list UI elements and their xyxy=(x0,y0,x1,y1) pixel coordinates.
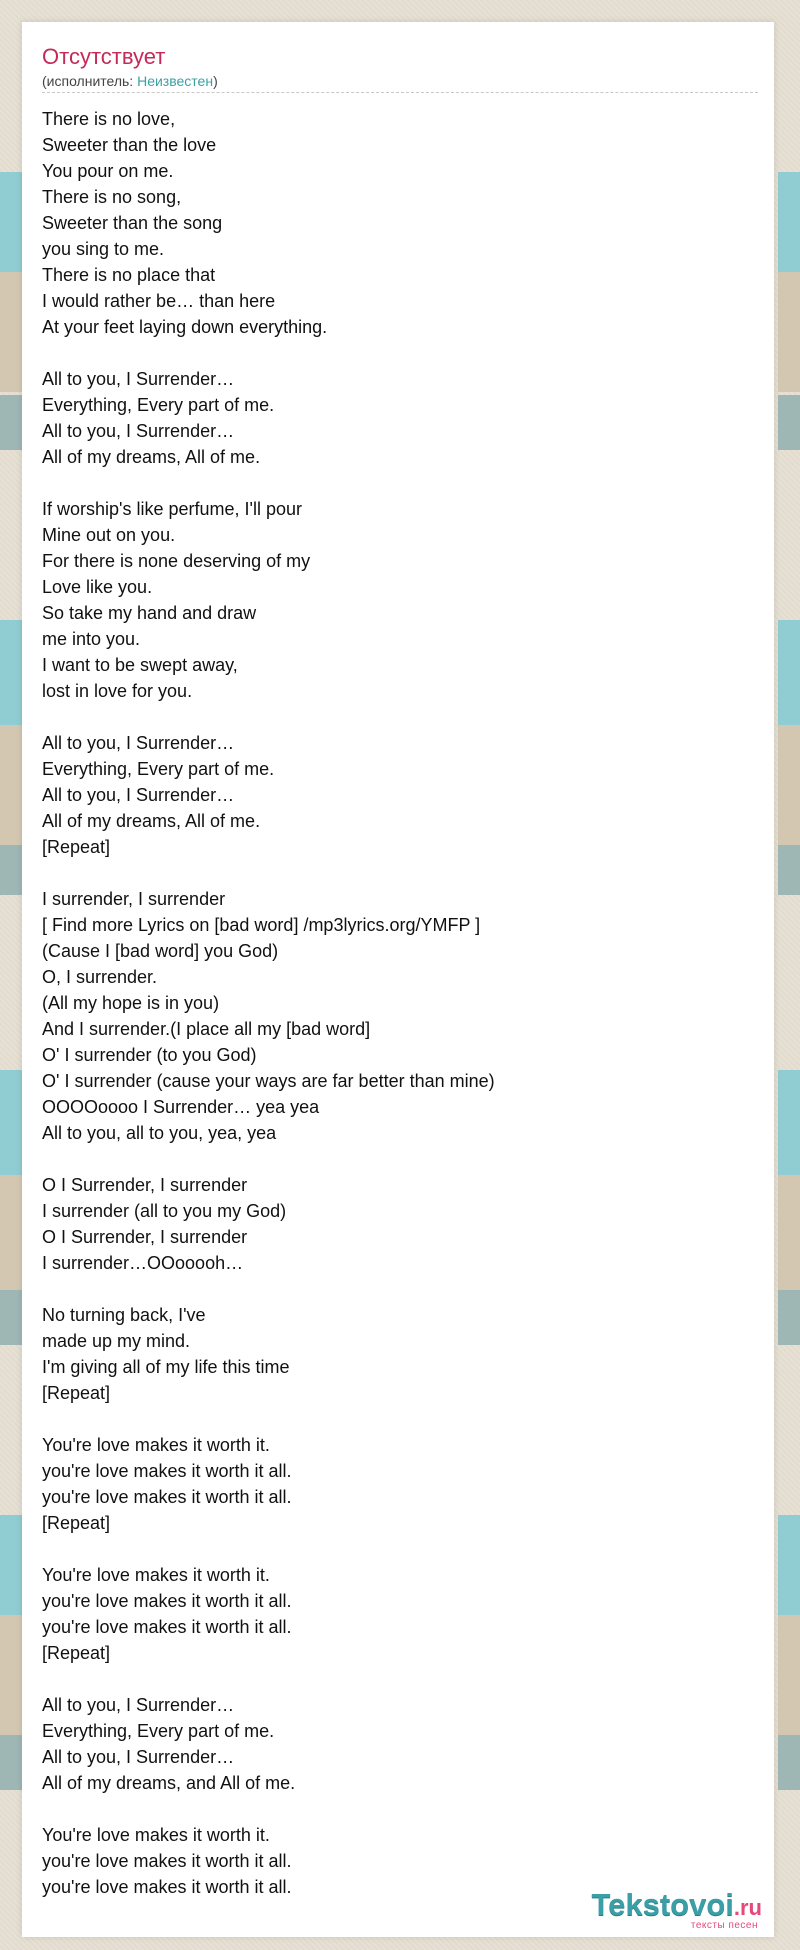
lyric-line: All to you, I Surrender… xyxy=(42,733,235,753)
lyric-blank-line xyxy=(42,1276,758,1302)
logo-tld-text: .ru xyxy=(733,1895,762,1920)
lyric-line: you're love makes it worth it all. xyxy=(42,1487,292,1507)
lyric-line: And I surrender.(I place all my [bad word] xyxy=(42,1019,371,1039)
lyric-blank-line xyxy=(42,470,758,496)
lyric-line: [Repeat] xyxy=(42,1643,111,1663)
lyric-line: There is no song, xyxy=(42,187,182,207)
lyric-line: I'm giving all of my life this time xyxy=(42,1357,290,1377)
lyric-line: All to you, I Surrender… xyxy=(42,1747,235,1767)
lyric-line: [Repeat] xyxy=(42,1383,111,1403)
lyric-line: made up my mind. xyxy=(42,1331,191,1351)
lyric-blank-line xyxy=(42,1536,758,1562)
lyric-line: You're love makes it worth it. xyxy=(42,1435,270,1455)
lyric-line: I would rather be… than here xyxy=(42,291,276,311)
lyric-line: All to you, I Surrender… xyxy=(42,369,235,389)
lyric-line: Everything, Every part of me. xyxy=(42,1721,275,1741)
lyric-line: O' I surrender (to you God) xyxy=(42,1045,257,1065)
lyric-line: O, I surrender. xyxy=(42,967,158,987)
artist-name-link[interactable]: Неизвестен xyxy=(137,73,214,89)
lyric-line: I surrender (all to you my God) xyxy=(42,1201,287,1221)
lyric-line: [ Find more Lyrics on [bad word] /mp3lyrics.org/YMFP ] xyxy=(42,915,481,935)
lyric-line: you're love makes it worth it all. xyxy=(42,1851,292,1871)
artist-line xyxy=(42,72,758,90)
lyric-line: you're love makes it worth it all. xyxy=(42,1591,292,1611)
lyric-line: All to you, I Surrender… xyxy=(42,421,235,441)
lyric-line: Sweeter than the song xyxy=(42,213,223,233)
lyric-line: For there is none deserving of my xyxy=(42,551,311,571)
lyric-line: Sweeter than the love xyxy=(42,135,217,155)
lyric-line: You're love makes it worth it. xyxy=(42,1825,270,1845)
lyric-blank-line xyxy=(42,860,758,886)
artist-suffix: ) xyxy=(213,73,218,89)
lyric-line: Mine out on you. xyxy=(42,525,176,545)
lyric-line: So take my hand and draw xyxy=(42,603,257,623)
lyric-line: You pour on me. xyxy=(42,161,174,181)
lyric-line: O I Surrender, I surrender xyxy=(42,1175,248,1195)
lyric-blank-line xyxy=(42,704,758,730)
right-stripe-border xyxy=(778,0,800,1950)
song-title: Отсутствует xyxy=(42,44,166,69)
lyric-line: O I Surrender, I surrender xyxy=(42,1227,248,1247)
lyric-line: No turning back, I've xyxy=(42,1305,206,1325)
lyric-line: At your feet laying down everything. xyxy=(42,317,328,337)
lyric-line: If worship's like perfume, I'll pour xyxy=(42,499,302,519)
lyric-line: You're love makes it worth it. xyxy=(42,1565,270,1585)
lyric-line: There is no place that xyxy=(42,265,216,285)
lyric-line: OOOOoooo I Surrender… yea yea xyxy=(42,1097,320,1117)
song-header xyxy=(42,42,758,93)
lyric-line: you sing to me. xyxy=(42,239,165,259)
lyric-blank-line xyxy=(42,1406,758,1432)
lyric-line: All to you, I Surrender… xyxy=(42,1695,235,1715)
artist-prefix: (исполнитель: xyxy=(42,73,138,89)
lyric-line: Love like you. xyxy=(42,577,153,597)
lyrics-card xyxy=(22,22,774,1937)
lyric-line: you're love makes it worth it all. xyxy=(42,1617,292,1637)
logo-main-text: Tekstovoi xyxy=(591,1887,734,1922)
tekstovoi-logo[interactable] xyxy=(591,1888,762,1931)
lyric-line: I surrender…OOooooh… xyxy=(42,1253,244,1273)
lyric-line: All to you, I Surrender… xyxy=(42,785,235,805)
lyric-line: [Repeat] xyxy=(42,837,111,857)
lyric-line: I surrender, I surrender xyxy=(42,889,226,909)
lyric-line: you're love makes it worth it all. xyxy=(42,1461,292,1481)
lyric-line: O' I surrender (cause your ways are far better than mine) xyxy=(42,1071,495,1091)
lyric-line: (Cause I [bad word] you God) xyxy=(42,941,279,961)
lyrics-text xyxy=(42,106,758,1900)
lyric-line: [Repeat] xyxy=(42,1513,111,1533)
lyric-line: Everything, Every part of me. xyxy=(42,395,275,415)
lyric-blank-line xyxy=(42,1666,758,1692)
lyric-line: (All my hope is in you) xyxy=(42,993,220,1013)
logo-tagline: тексты песен xyxy=(690,1920,758,1931)
lyric-line: Everything, Every part of me. xyxy=(42,759,275,779)
lyric-line: lost in love for you. xyxy=(42,681,193,701)
lyric-blank-line xyxy=(42,1796,758,1822)
lyric-line: All of my dreams, and All of me. xyxy=(42,1773,296,1793)
lyric-line: There is no love, xyxy=(42,109,176,129)
lyric-line: All of my dreams, All of me. xyxy=(42,811,261,831)
lyric-blank-line xyxy=(42,340,758,366)
lyric-line: I want to be swept away, xyxy=(42,655,238,675)
lyric-line: All to you, all to you, yea, yea xyxy=(42,1123,277,1143)
lyric-line: you're love makes it worth it all. xyxy=(42,1877,292,1897)
lyric-line: All of my dreams, All of me. xyxy=(42,447,261,467)
lyric-line: me into you. xyxy=(42,629,141,649)
left-stripe-border xyxy=(0,0,22,1950)
lyric-blank-line xyxy=(42,1146,758,1172)
